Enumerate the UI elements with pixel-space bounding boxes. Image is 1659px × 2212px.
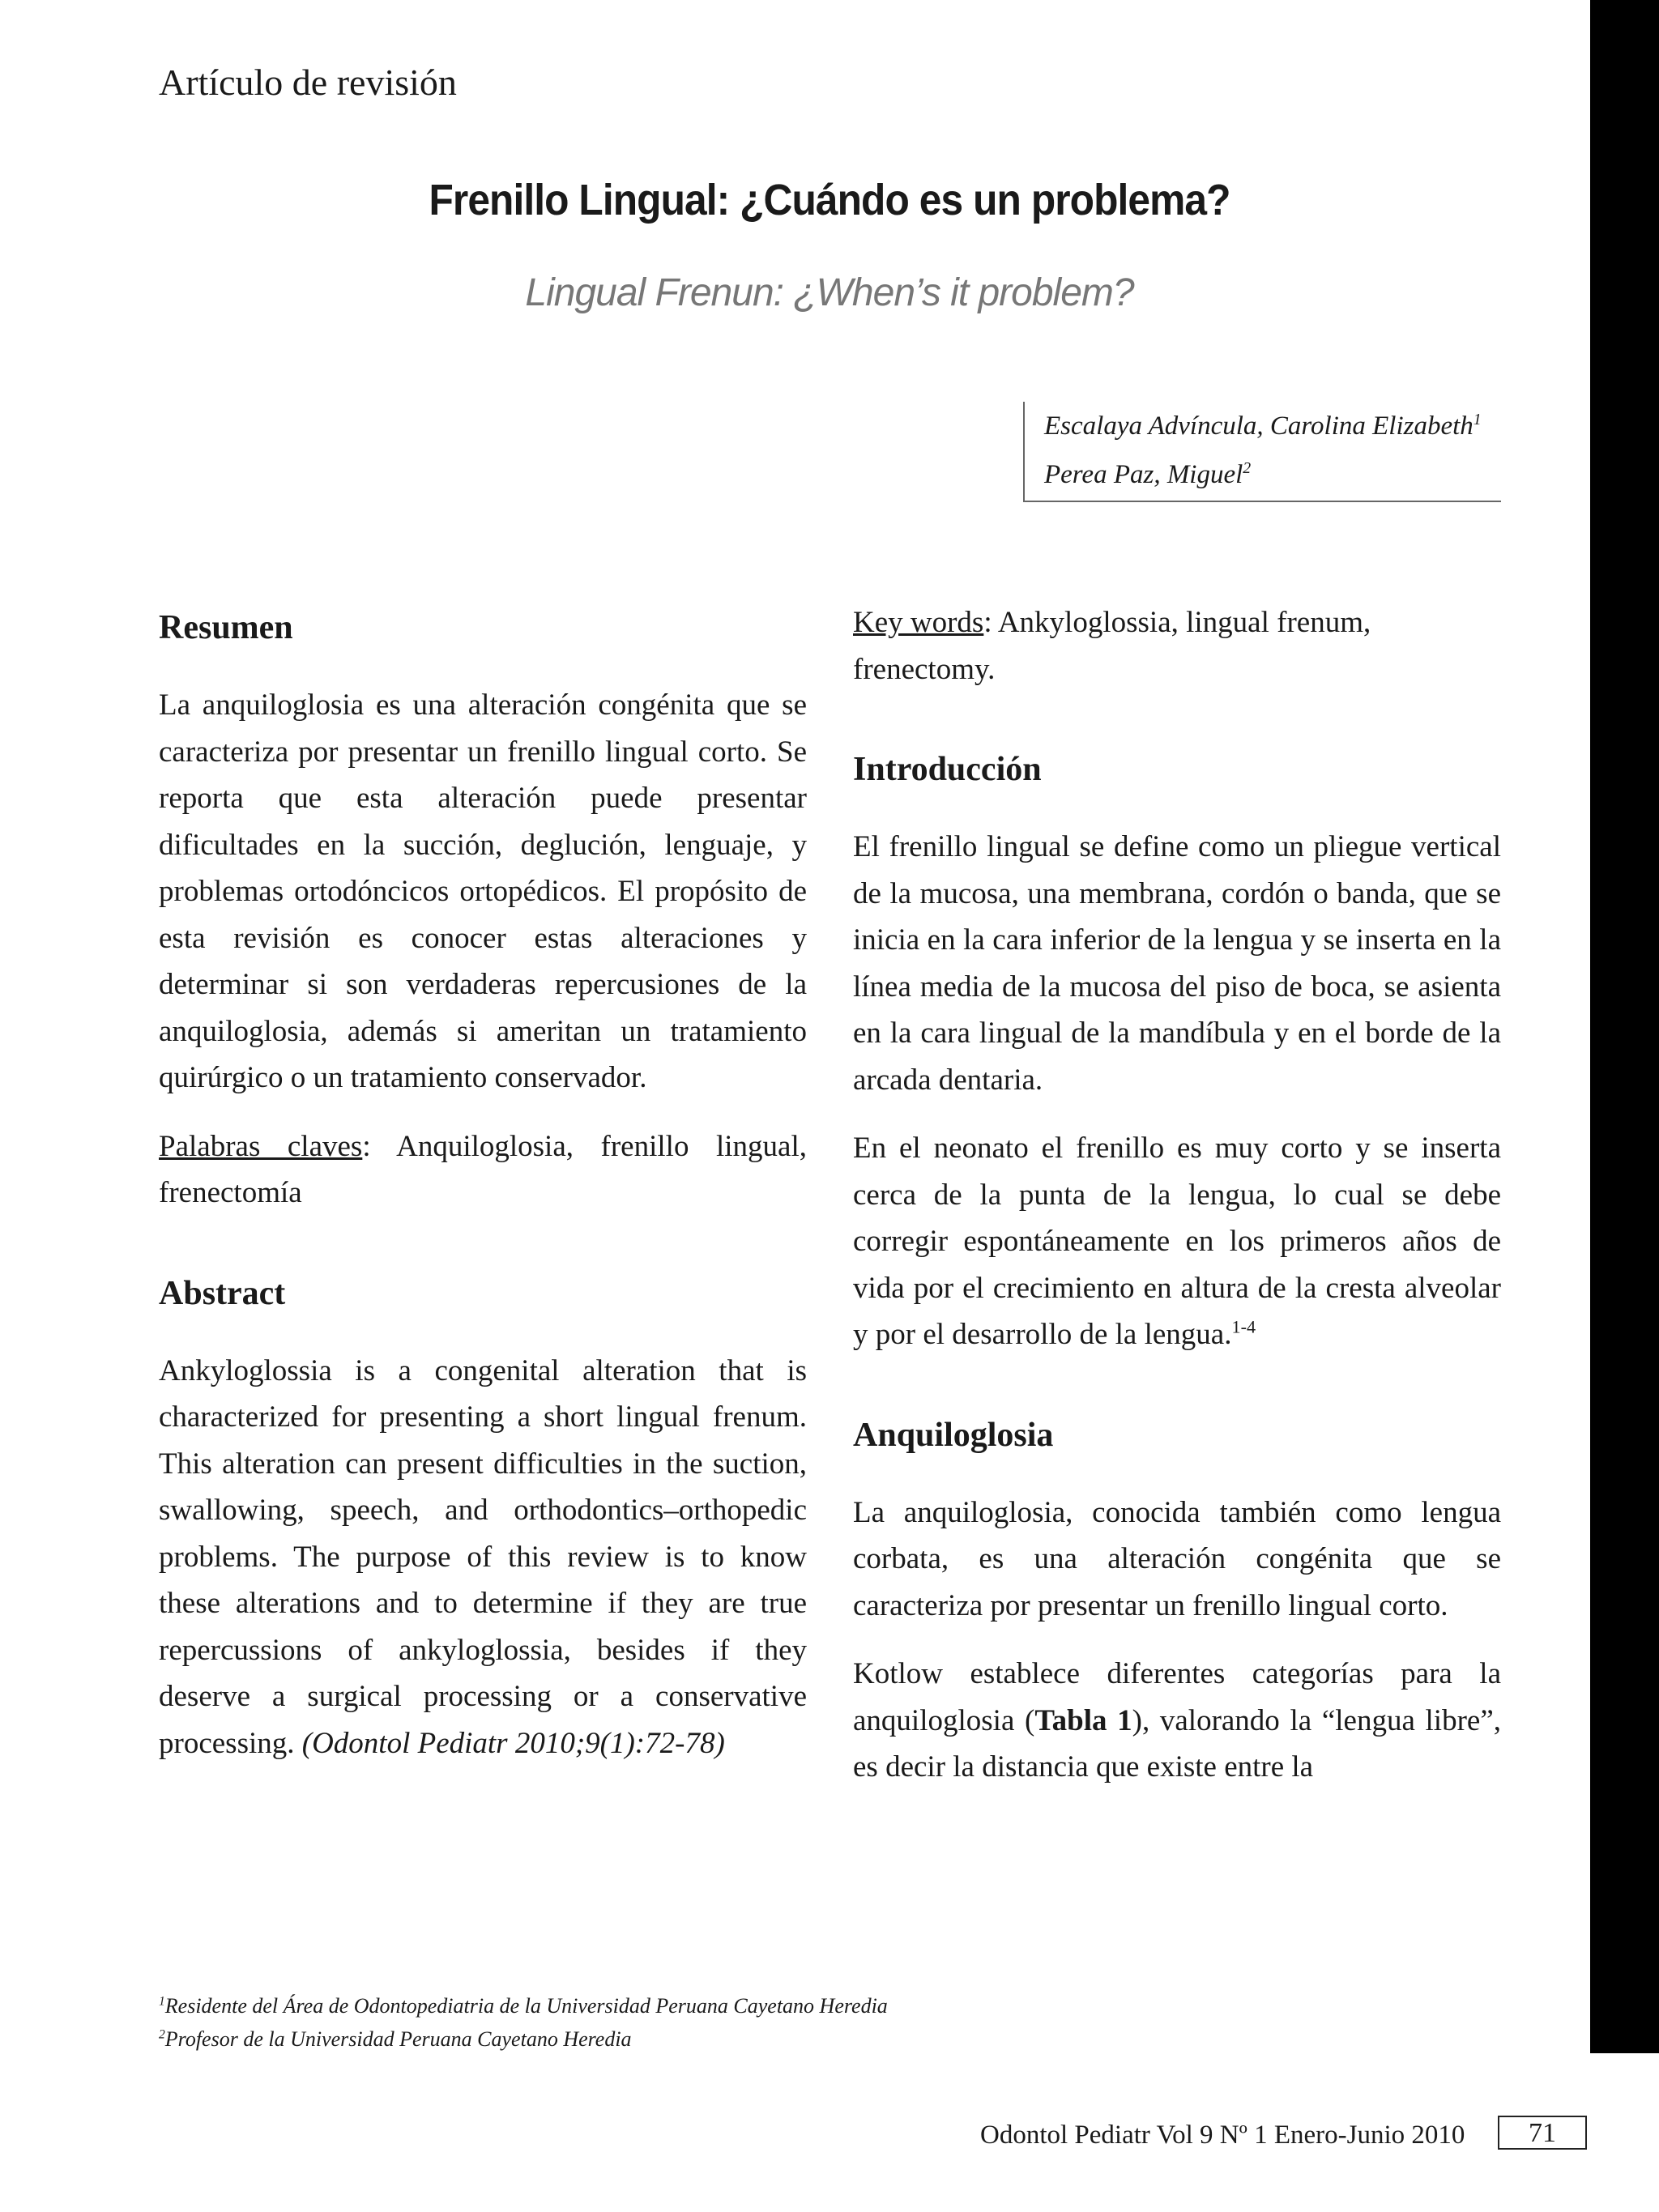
abstract-text: Ankyloglossia is a congenital alteration that is characterized for presenting a short lingual frenum. This alteration can present difficulties in the suction, swallowing, speech, and orthodontics–orthopedic problems. The purpose of this review is to know these alterations and to determine if they are true repercussions of ankyloglossia, besides if they deserve a surgical processing or a conservative processing. xyxy=(159,1353,807,1760)
palabras-claves xyxy=(159,1123,807,1217)
edge-bar xyxy=(1590,0,1659,2053)
keywords xyxy=(853,599,1501,693)
abstract-heading: Abstract xyxy=(159,1274,286,1312)
table-reference: Tabla 1 xyxy=(1034,1703,1132,1737)
palabras-label: Palabras claves xyxy=(159,1129,363,1163)
intro-paragraph-2-text: En el neonato el frenillo es muy corto y se inserta cerca de la punta de la lengua, lo cual se debe corregir espontáneamente en los primeros años de vida por el crecimiento en altura de la cresta alveolar y por el desarrollo de la lengua. xyxy=(853,1132,1501,1351)
abstract-citation: (Odontol Pediatr 2010;9(1):72-78) xyxy=(301,1726,725,1760)
intro-heading: Introducción xyxy=(853,751,1042,788)
page-number-underline xyxy=(1498,2148,1587,2150)
footnote-text: Residente del Área de Odontopediatria de la Universidad Peruana Cayetano Heredia xyxy=(164,1994,888,2018)
page-number: 71 xyxy=(1498,2116,1587,2148)
footnote-text: Profesor de la Universidad Peruana Cayetano Heredia xyxy=(164,2027,632,2051)
author-block xyxy=(1023,402,1501,502)
resumen-paragraph: La anquiloglosia es una alteración congénita que se caracteriza por presentar un frenillo lingual corto. Se reporta que esta alteración puede presentar dificultades en la succión, deglución, lenguaje, y problemas ortodóncicos ortopédicos. El propósito de esta revisión es conocer estas alteraciones y determinar si son verdaderas repercusiones de la anquiloglosia, además si ameritan un tratamiento quirúrgico o un tratamiento conservador. xyxy=(159,688,807,1094)
anquiloglosia-heading: Anquiloglosia xyxy=(853,1416,1054,1454)
author-affiliation-mark: 2 xyxy=(1243,459,1252,477)
intro-paragraph-2 xyxy=(853,1125,1501,1358)
author-name: Perea Paz, Miguel xyxy=(1044,460,1243,489)
abstract-paragraph xyxy=(159,1348,807,1767)
footnote-number: 1 xyxy=(159,1994,165,2009)
anq-p2-end: ), valorando la “lengua libre”, es decir la distancia que existe entre la xyxy=(853,1703,1501,1784)
footnote xyxy=(159,1989,888,2022)
intro-paragraph-1: El frenillo lingual se define como un pliegue vertical de la mucosa, una membrana, cordón o banda, que se inicia en la cara inferior de la lengua y se inserta en la línea media de la mucosa del piso de boca, se asienta en la cara lingual de la mandíbula y en el borde de la arcada dentaria. xyxy=(853,830,1501,1097)
footnote xyxy=(159,2022,888,2056)
footnote-number: 2 xyxy=(159,2027,165,2042)
left-column xyxy=(159,599,807,1767)
article-subtitle: Lingual Frenun: ¿When’s it problem? xyxy=(525,271,1134,314)
anq-p2-start: Kotlow establece diferentes categorías para la anquiloglosia ( xyxy=(853,1657,1501,1737)
palabras-text: : Anquiloglosia, frenillo lingual, frenectomía xyxy=(159,1129,807,1209)
author-line xyxy=(1044,402,1501,450)
anquiloglosia-paragraph-1: La anquiloglosia, conocida también como lengua corbata, es una alteración congénita que se caracteriza por presentar un frenillo lingual corto. xyxy=(853,1495,1501,1622)
section-label: Artículo de revisión xyxy=(159,62,457,103)
resumen-heading: Resumen xyxy=(159,609,293,646)
keywords-label: Key words xyxy=(853,606,984,639)
author-name: Escalaya Advíncula, Carolina Elizabeth xyxy=(1044,411,1473,441)
footnotes xyxy=(159,1989,888,2056)
journal-citation: Odontol Pediatr Vol 9 Nº 1 Enero-Junio 2010 xyxy=(980,2120,1465,2150)
author-line xyxy=(1044,450,1501,499)
anquiloglosia-paragraph-2 xyxy=(853,1651,1501,1791)
right-column xyxy=(853,599,1501,1791)
reference-mark: 1-4 xyxy=(1231,1316,1256,1337)
article-title: Frenillo Lingual: ¿Cuándo es un problema? xyxy=(429,176,1230,224)
author-affiliation-mark: 1 xyxy=(1473,411,1482,428)
keywords-text: : Ankyloglossia, lingual frenum, frenectomy. xyxy=(853,606,1371,686)
